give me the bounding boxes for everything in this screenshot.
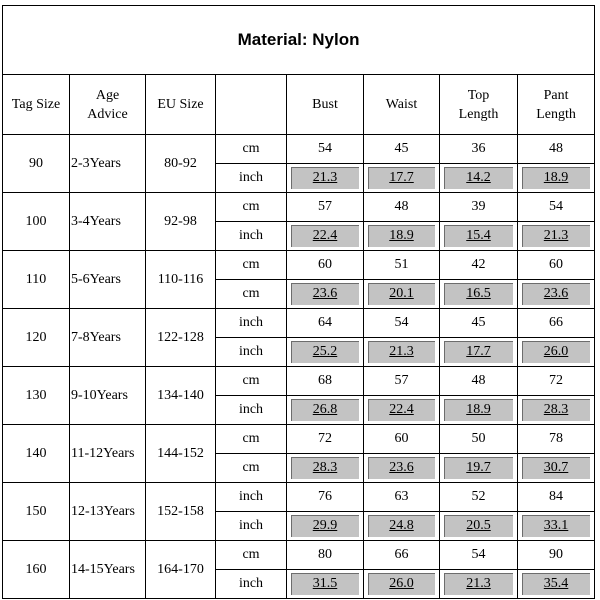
top-value-cell: 19.7	[440, 454, 518, 483]
header-waist-label: Waist	[385, 97, 418, 112]
header-top-line2: Length	[458, 106, 499, 122]
top-value-cell: 42	[440, 251, 518, 280]
unit-cell: cm	[216, 454, 287, 483]
bust-value-cell: 28.3	[287, 454, 364, 483]
table-row	[3, 309, 595, 338]
top-value-cell: 17.7	[440, 338, 518, 367]
tag-size-cell: 120	[3, 309, 70, 367]
age-advice-cell: 14-15Years	[70, 541, 146, 599]
waist-value-cell: 26.0	[364, 570, 440, 599]
tag-size-cell: 110	[3, 251, 70, 309]
waist-value-cell: 17.7	[364, 164, 440, 193]
bust-value-cell: 25.2	[287, 338, 364, 367]
pant-value-cell: 35.4	[518, 570, 595, 599]
unit-cell: cm	[216, 541, 287, 570]
top-value-cell: 15.4	[440, 222, 518, 251]
header-pant-line1: Pant	[543, 87, 569, 103]
pant-value-cell: 21.3	[518, 222, 595, 251]
age-advice-cell: 9-10Years	[70, 367, 146, 425]
pant-value-cell: 18.9	[518, 164, 595, 193]
unit-cell: inch	[216, 570, 287, 599]
waist-value-cell: 18.9	[364, 222, 440, 251]
unit-cell: inch	[216, 512, 287, 541]
unit-cell: cm	[216, 135, 287, 164]
header-eu-size-label: EU Size	[157, 97, 204, 112]
waist-value-cell: 23.6	[364, 454, 440, 483]
age-advice-cell: 5-6Years	[70, 251, 146, 309]
pant-value-cell: 28.3	[518, 396, 595, 425]
eu-size-cell: 164-170	[146, 541, 216, 599]
chart-title: Material: Nylon	[3, 6, 595, 75]
pant-value-cell: 30.7	[518, 454, 595, 483]
eu-size-cell: 152-158	[146, 483, 216, 541]
bust-value-cell: 26.8	[287, 396, 364, 425]
bust-value-cell: 23.6	[287, 280, 364, 309]
tag-size-cell: 100	[3, 193, 70, 251]
waist-value-cell: 51	[364, 251, 440, 280]
pant-value-cell: 54	[518, 193, 595, 222]
tag-size-cell: 140	[3, 425, 70, 483]
age-advice-cell: 12-13Years	[70, 483, 146, 541]
table-row	[3, 541, 595, 570]
top-value-cell: 52	[440, 483, 518, 512]
top-value-cell: 45	[440, 309, 518, 338]
tag-size-cell: 150	[3, 483, 70, 541]
waist-value-cell: 63	[364, 483, 440, 512]
pant-value-cell: 84	[518, 483, 595, 512]
header-bust-label: Bust	[312, 97, 338, 112]
age-advice-cell: 11-12Years	[70, 425, 146, 483]
eu-size-cell: 122-128	[146, 309, 216, 367]
top-value-cell: 36	[440, 135, 518, 164]
header-bust	[287, 75, 364, 135]
tag-size-cell: 160	[3, 541, 70, 599]
top-value-cell: 54	[440, 541, 518, 570]
waist-value-cell: 45	[364, 135, 440, 164]
eu-size-cell: 134-140	[146, 367, 216, 425]
header-waist	[364, 75, 440, 135]
bust-value-cell: 76	[287, 483, 364, 512]
unit-cell: cm	[216, 367, 287, 396]
bust-value-cell: 31.5	[287, 570, 364, 599]
waist-value-cell: 24.8	[364, 512, 440, 541]
top-value-cell: 20.5	[440, 512, 518, 541]
waist-value-cell: 60	[364, 425, 440, 454]
bust-value-cell: 60	[287, 251, 364, 280]
header-eu-size	[146, 75, 216, 135]
unit-cell: inch	[216, 338, 287, 367]
bust-value-cell: 29.9	[287, 512, 364, 541]
eu-size-cell: 110-116	[146, 251, 216, 309]
pant-value-cell: 48	[518, 135, 595, 164]
pant-value-cell: 33.1	[518, 512, 595, 541]
unit-cell: cm	[216, 251, 287, 280]
bust-value-cell: 72	[287, 425, 364, 454]
header-age-line2: Advice	[87, 106, 128, 122]
eu-size-cell: 80-92	[146, 135, 216, 193]
waist-value-cell: 48	[364, 193, 440, 222]
bust-value-cell: 22.4	[287, 222, 364, 251]
header-pant-length	[518, 75, 595, 135]
pant-value-cell: 90	[518, 541, 595, 570]
top-value-cell: 48	[440, 367, 518, 396]
title-row	[3, 6, 595, 75]
top-value-cell: 14.2	[440, 164, 518, 193]
unit-cell: cm	[216, 193, 287, 222]
pant-value-cell: 60	[518, 251, 595, 280]
table-row	[3, 193, 595, 222]
table-row	[3, 135, 595, 164]
unit-cell: cm	[216, 425, 287, 454]
age-advice-cell: 2-3Years	[70, 135, 146, 193]
top-value-cell: 18.9	[440, 396, 518, 425]
pant-value-cell: 66	[518, 309, 595, 338]
unit-cell: inch	[216, 222, 287, 251]
header-tag-size	[3, 75, 70, 135]
header-pant-line2: Length	[536, 106, 576, 122]
pant-value-cell: 72	[518, 367, 595, 396]
unit-cell: cm	[216, 280, 287, 309]
header-top-length	[440, 75, 518, 135]
unit-cell: inch	[216, 396, 287, 425]
age-advice-cell: 3-4Years	[70, 193, 146, 251]
bust-value-cell: 21.3	[287, 164, 364, 193]
bust-value-cell: 80	[287, 541, 364, 570]
header-row	[3, 75, 595, 135]
table-row	[3, 425, 595, 454]
unit-cell: inch	[216, 309, 287, 338]
size-chart-table	[2, 5, 595, 599]
age-advice-cell: 7-8Years	[70, 309, 146, 367]
bust-value-cell: 57	[287, 193, 364, 222]
header-age-line1: Age	[95, 87, 120, 103]
eu-size-cell: 92-98	[146, 193, 216, 251]
header-top-line1: Top	[467, 87, 490, 103]
table-row	[3, 251, 595, 280]
waist-value-cell: 20.1	[364, 280, 440, 309]
bust-value-cell: 68	[287, 367, 364, 396]
tag-size-cell: 130	[3, 367, 70, 425]
pant-value-cell: 78	[518, 425, 595, 454]
top-value-cell: 50	[440, 425, 518, 454]
header-age-advice	[70, 75, 146, 135]
waist-value-cell: 66	[364, 541, 440, 570]
tag-size-cell: 90	[3, 135, 70, 193]
top-value-cell: 16.5	[440, 280, 518, 309]
table-row	[3, 483, 595, 512]
table-row	[3, 367, 595, 396]
eu-size-cell: 144-152	[146, 425, 216, 483]
header-tag-size-label: Tag Size	[11, 97, 61, 112]
unit-cell: inch	[216, 164, 287, 193]
waist-value-cell: 21.3	[364, 338, 440, 367]
pant-value-cell: 23.6	[518, 280, 595, 309]
pant-value-cell: 26.0	[518, 338, 595, 367]
waist-value-cell: 57	[364, 367, 440, 396]
unit-cell: inch	[216, 483, 287, 512]
waist-value-cell: 54	[364, 309, 440, 338]
top-value-cell: 39	[440, 193, 518, 222]
bust-value-cell: 54	[287, 135, 364, 164]
top-value-cell: 21.3	[440, 570, 518, 599]
header-unit	[216, 75, 287, 135]
bust-value-cell: 64	[287, 309, 364, 338]
waist-value-cell: 22.4	[364, 396, 440, 425]
